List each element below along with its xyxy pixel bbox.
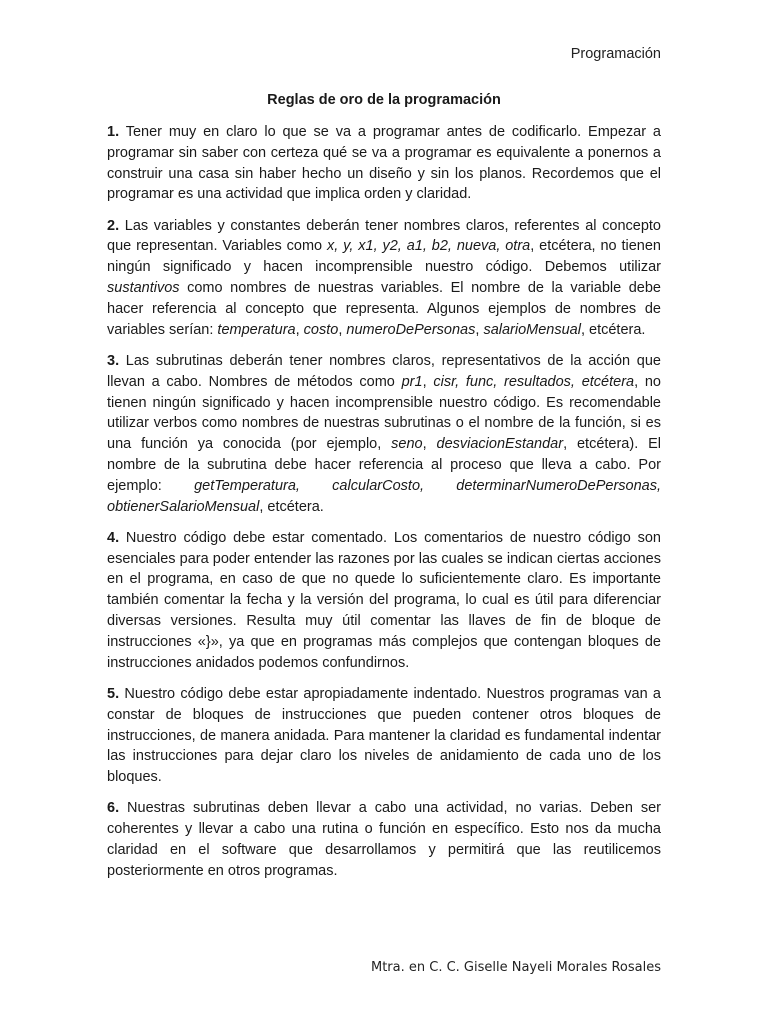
page-footer-author: Mtra. en C. C. Giselle Nayeli Morales Rosales bbox=[370, 960, 661, 975]
rule-text: , etcétera. bbox=[580, 321, 646, 338]
rule-number: 2. bbox=[107, 217, 120, 234]
rule-text: como nombres de nuestras variables. El nombre de la variable debe hacer referencia al concepto que representa. Algunos ejemplos de nombres de variables serían: bbox=[107, 280, 661, 338]
rule-text: , etcétera). El nombre de la subrutina debe hacer referencia al proceso que lleva a cabo. Por ejemplo: bbox=[107, 436, 661, 494]
rule-text: , bbox=[422, 373, 434, 390]
rule-text-italic: salarioMensual bbox=[483, 321, 581, 338]
rule-text: Nuestro código debe estar apropiadamente indentado. Nuestros programas van a constar de bloques de instrucciones que pueden contener otros bloques de instrucciones, de manera anidada. Para mantener la claridad es fundamental indentar las instrucciones para dejar claro los niveles de anidamiento de cada uno de los bloques. bbox=[107, 685, 661, 786]
rule-paragraph bbox=[107, 122, 661, 205]
rule-paragraph bbox=[107, 216, 661, 341]
rule-text: Las variables y constantes deberán tener nombres claros, referentes al concepto que representan. Variables como bbox=[107, 217, 661, 255]
rule-text: , no tienen ningún significado y hacen incomprensible nuestro código. Es recomendable utilizar verbos como nombres de nuestras subrutinas o el nombre de la función, si es una función ya conocida (por ejemplo, bbox=[107, 373, 661, 453]
rule-text-italic: pr1 bbox=[401, 373, 423, 390]
rule-text: Nuestro código debe estar comentado. Los comentarios de nuestro código son esenciales para poder entender las razones por las cuales se indican ciertas acciones en el programa, en caso de que no quede lo suficientemente claro. Es importante también comentar la fecha y la versión del programa, lo cual es útil para diferenciar diversas versiones. Resulta muy útil comentar las llaves de fin de bloque de instrucciones «}», ya que en programas más complejos que contengan bloques de instrucciones anidados podemos confundirnos. bbox=[107, 529, 661, 671]
rules-list bbox=[107, 122, 661, 892]
rule-text-italic: temperatura bbox=[217, 321, 296, 338]
rule-paragraph bbox=[107, 528, 661, 674]
rule-text: , etcétera. bbox=[259, 498, 324, 515]
document-title: Reglas de oro de la programación bbox=[267, 92, 501, 108]
rule-text: , bbox=[295, 321, 304, 338]
rule-number: 1. bbox=[107, 124, 120, 140]
rule-number: 6. bbox=[107, 800, 120, 817]
rule-text: , etcétera, no tienen ningún significado y hacen incomprensible nuestro código. Debemos utilizar bbox=[107, 238, 661, 276]
rule-text: , bbox=[422, 436, 437, 453]
rule-text: Tener muy en claro lo que se va a programar antes de codificarlo. Empezar a programar sin saber con certeza qué se va a programar es equivalente a ponernos a construir una casa sin haber hecho un diseño y sin los planos. Recordemos que el programar es una actividad que implica orden y claridad. bbox=[107, 124, 661, 203]
rule-text-italic: numeroDePersonas bbox=[346, 321, 476, 338]
rule-number: 5. bbox=[107, 685, 120, 702]
rule-text-italic: getTemperatura, calcularCosto, determinarNumeroDePersonas, obtienerSalarioMensual bbox=[107, 477, 661, 515]
rule-text: Nuestras subrutinas deben llevar a cabo una actividad, no varias. Deben ser coherentes y llevar a cabo una rutina o función en específico. Esto nos da mucha claridad en el software que desarrollamos y permitirá que las reutilicemos posteriormente en otros programas. bbox=[107, 800, 661, 879]
rule-number: 4. bbox=[107, 529, 120, 546]
rule-text-italic: costo bbox=[303, 321, 339, 338]
page-header-subject: Programación bbox=[570, 46, 661, 62]
rule-text-italic: seno bbox=[391, 436, 423, 453]
rule-text-italic: desviacionEstandar bbox=[436, 436, 564, 453]
rule-text: , bbox=[338, 321, 347, 338]
rule-text: Las subrutinas deberán tener nombres claros, representativos de la acción que llevan a cabo. Nombres de métodos como bbox=[107, 352, 661, 390]
rule-text: , bbox=[475, 321, 484, 338]
rule-number: 3. bbox=[107, 352, 120, 369]
rule-paragraph bbox=[107, 351, 661, 517]
rule-paragraph bbox=[107, 684, 661, 788]
rule-paragraph bbox=[107, 798, 661, 881]
rule-text-italic: sustantivos bbox=[107, 280, 180, 297]
rule-text-italic: x, y, x1, y2, a1, b2, nueva, otra bbox=[327, 238, 531, 255]
rule-text-italic: cisr, func, resultados, etcétera bbox=[433, 373, 635, 390]
